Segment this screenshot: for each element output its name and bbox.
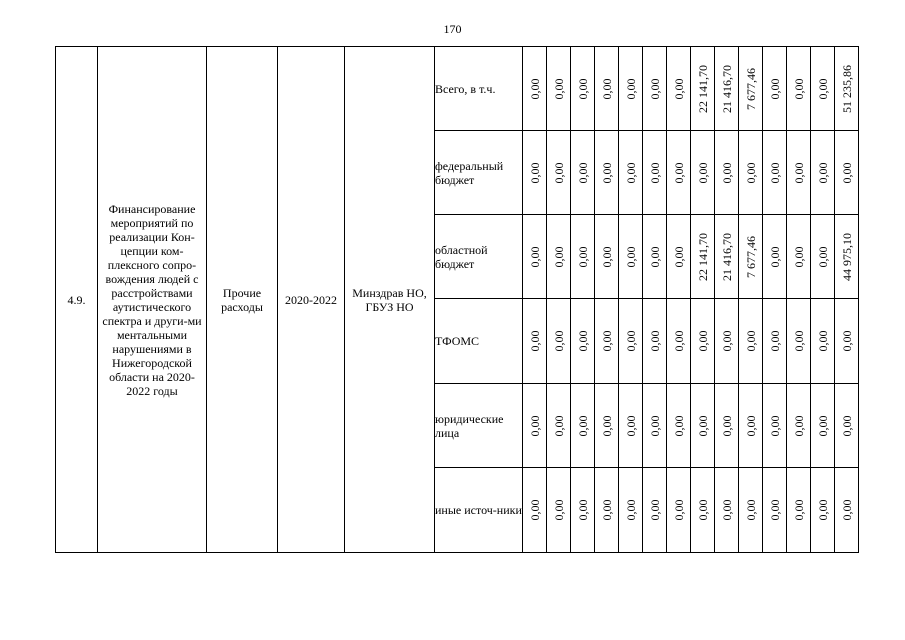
budget-table — [55, 46, 859, 553]
value-text: 0,00 — [839, 162, 854, 183]
row-code: 4.9. — [56, 47, 98, 553]
value-cell — [835, 47, 859, 131]
value-text: 0,00 — [647, 78, 662, 99]
value-cell — [811, 215, 835, 299]
value-cell — [715, 299, 739, 384]
value-cell — [595, 131, 619, 215]
value-cell — [595, 215, 619, 299]
value-cell — [667, 384, 691, 468]
value-cell — [715, 47, 739, 131]
value-text: 0,00 — [527, 499, 542, 521]
value-text: 0,00 — [575, 78, 590, 99]
value-text: 51 235,86 — [839, 64, 854, 113]
value-cell — [691, 299, 715, 384]
value-cell — [811, 47, 835, 131]
value-text: 21 416,70 — [719, 64, 734, 113]
value-cell — [835, 384, 859, 468]
source-label: ТФОМС — [435, 299, 523, 384]
value-text: 0,00 — [623, 162, 638, 183]
value-text: 0,00 — [599, 78, 614, 99]
value-text: 0,00 — [623, 78, 638, 99]
value-cell — [547, 299, 571, 384]
value-text: 21 416,70 — [719, 232, 734, 281]
value-cell — [619, 384, 643, 468]
value-text: 0,00 — [695, 499, 710, 521]
value-cell — [787, 299, 811, 384]
value-cell — [835, 215, 859, 299]
value-cell — [643, 47, 667, 131]
value-cell — [787, 47, 811, 131]
value-text: 0,00 — [671, 330, 686, 352]
value-text: 0,00 — [551, 330, 566, 352]
value-text: 0,00 — [815, 499, 830, 521]
value-text: 0,00 — [575, 499, 590, 521]
value-cell — [691, 131, 715, 215]
value-text: 0,00 — [839, 415, 854, 436]
value-text: 0,00 — [791, 78, 806, 99]
value-text: 0,00 — [623, 246, 638, 267]
value-cell — [787, 384, 811, 468]
value-text: 0,00 — [647, 162, 662, 183]
value-cell — [667, 131, 691, 215]
value-cell — [763, 299, 787, 384]
value-cell — [691, 47, 715, 131]
value-text: 0,00 — [671, 415, 686, 436]
value-cell — [763, 384, 787, 468]
value-cell — [835, 468, 859, 553]
value-text: 0,00 — [791, 246, 806, 267]
value-cell — [643, 299, 667, 384]
value-cell — [523, 131, 547, 215]
value-text: 0,00 — [599, 246, 614, 267]
value-text: 0,00 — [743, 499, 758, 521]
value-cell — [619, 215, 643, 299]
value-text: 0,00 — [551, 499, 566, 521]
value-text: 0,00 — [743, 415, 758, 436]
value-cell — [667, 47, 691, 131]
value-text: 0,00 — [695, 162, 710, 183]
value-text: 7 677,46 — [743, 67, 758, 110]
value-text: 0,00 — [695, 330, 710, 352]
value-cell — [643, 384, 667, 468]
value-text: 0,00 — [719, 499, 734, 521]
source-label: иные источ-ники — [435, 468, 523, 553]
value-cell — [595, 384, 619, 468]
value-text: 0,00 — [575, 415, 590, 436]
value-text: 0,00 — [551, 162, 566, 183]
value-cell — [715, 384, 739, 468]
value-text: 0,00 — [527, 246, 542, 267]
value-cell — [523, 468, 547, 553]
value-cell — [739, 299, 763, 384]
value-text: 0,00 — [671, 162, 686, 183]
value-cell — [667, 468, 691, 553]
value-cell — [715, 215, 739, 299]
value-text: 0,00 — [551, 78, 566, 99]
value-text: 0,00 — [527, 330, 542, 352]
value-cell — [811, 384, 835, 468]
value-text: 0,00 — [671, 499, 686, 521]
value-cell — [619, 131, 643, 215]
value-cell — [763, 47, 787, 131]
value-cell — [811, 468, 835, 553]
value-text: 0,00 — [719, 330, 734, 352]
table-row — [56, 47, 859, 131]
value-text: 0,00 — [839, 330, 854, 352]
page-number: 170 — [443, 22, 462, 36]
value-text: 0,00 — [671, 246, 686, 267]
value-cell — [739, 131, 763, 215]
value-text: 0,00 — [623, 415, 638, 436]
value-text: 0,00 — [647, 415, 662, 436]
value-text: 0,00 — [551, 415, 566, 436]
value-cell — [691, 215, 715, 299]
value-text: 0,00 — [815, 162, 830, 183]
value-cell — [571, 299, 595, 384]
value-text: 0,00 — [767, 78, 782, 99]
value-text: 0,00 — [791, 499, 806, 521]
value-text: 0,00 — [527, 78, 542, 99]
value-text: 0,00 — [647, 246, 662, 267]
value-cell — [787, 215, 811, 299]
value-text: 0,00 — [767, 499, 782, 521]
value-text: 0,00 — [815, 415, 830, 436]
value-text: 7 677,46 — [743, 235, 758, 278]
source-label: юридические лица — [435, 384, 523, 468]
value-cell — [523, 384, 547, 468]
value-text: 0,00 — [767, 246, 782, 267]
value-text: 0,00 — [815, 330, 830, 352]
value-text: 0,00 — [599, 415, 614, 436]
value-cell — [643, 468, 667, 553]
value-text: 0,00 — [719, 415, 734, 436]
value-text: 0,00 — [695, 415, 710, 436]
value-cell — [739, 47, 763, 131]
value-cell — [787, 468, 811, 553]
value-text: 0,00 — [743, 162, 758, 183]
value-cell — [547, 215, 571, 299]
value-text: 0,00 — [575, 162, 590, 183]
value-cell — [739, 468, 763, 553]
value-cell — [811, 299, 835, 384]
value-text: 0,00 — [767, 330, 782, 352]
value-cell — [547, 131, 571, 215]
value-text: 0,00 — [527, 162, 542, 183]
value-cell — [571, 215, 595, 299]
value-cell — [715, 131, 739, 215]
value-text: 0,00 — [527, 415, 542, 436]
value-cell — [595, 299, 619, 384]
value-cell — [763, 215, 787, 299]
value-text: 0,00 — [767, 415, 782, 436]
value-text: 0,00 — [575, 246, 590, 267]
value-text: 0,00 — [719, 162, 734, 183]
value-cell — [691, 468, 715, 553]
value-cell — [691, 384, 715, 468]
value-cell — [547, 47, 571, 131]
value-text: 0,00 — [623, 330, 638, 352]
value-text: 44 975,10 — [839, 232, 854, 281]
value-cell — [595, 468, 619, 553]
value-cell — [619, 468, 643, 553]
value-text: 0,00 — [791, 330, 806, 352]
value-text: 0,00 — [839, 499, 854, 521]
value-cell — [619, 299, 643, 384]
value-text: 0,00 — [671, 78, 686, 99]
value-cell — [523, 299, 547, 384]
value-text: 22 141,70 — [695, 232, 710, 281]
value-cell — [811, 131, 835, 215]
value-cell — [739, 215, 763, 299]
source-label: федеральный бюджет — [435, 131, 523, 215]
value-cell — [571, 384, 595, 468]
value-text: 0,00 — [767, 162, 782, 183]
value-text: 22 141,70 — [695, 64, 710, 113]
value-cell — [619, 47, 643, 131]
value-text: 0,00 — [575, 330, 590, 352]
value-cell — [571, 468, 595, 553]
value-text: 0,00 — [791, 162, 806, 183]
value-cell — [739, 384, 763, 468]
value-cell — [571, 47, 595, 131]
value-cell — [763, 131, 787, 215]
value-text: 0,00 — [599, 330, 614, 352]
executor: Минздрав НО, ГБУЗ НО — [345, 47, 435, 553]
value-cell — [547, 384, 571, 468]
value-cell — [643, 215, 667, 299]
value-text: 0,00 — [599, 162, 614, 183]
value-text: 0,00 — [551, 246, 566, 267]
value-cell — [835, 131, 859, 215]
value-text: 0,00 — [815, 246, 830, 267]
period: 2020-2022 — [278, 47, 345, 553]
value-cell — [643, 131, 667, 215]
value-cell — [787, 131, 811, 215]
value-text: 0,00 — [647, 330, 662, 352]
value-cell — [667, 299, 691, 384]
value-cell — [667, 215, 691, 299]
value-cell — [715, 468, 739, 553]
source-label: Всего, в т.ч. — [435, 47, 523, 131]
value-text: 0,00 — [599, 499, 614, 521]
measure-name: Финансирование мероприятий по реализации Кон-цепции ком-плексного сопро-вождения людей с расстройствами аутистического спектра и други-ми ментальными нарушениями в Нижегородской области на 2020-2022 годы — [98, 47, 207, 553]
value-text: 0,00 — [815, 78, 830, 99]
value-cell — [595, 47, 619, 131]
value-text: 0,00 — [647, 499, 662, 521]
value-cell — [523, 215, 547, 299]
expense-type: Прочие расходы — [207, 47, 278, 553]
value-text: 0,00 — [743, 330, 758, 352]
value-cell — [571, 131, 595, 215]
value-cell — [763, 468, 787, 553]
value-cell — [523, 47, 547, 131]
value-text: 0,00 — [623, 499, 638, 521]
source-label: областной бюджет — [435, 215, 523, 299]
value-text: 0,00 — [791, 415, 806, 436]
value-cell — [835, 299, 859, 384]
value-cell — [547, 468, 571, 553]
